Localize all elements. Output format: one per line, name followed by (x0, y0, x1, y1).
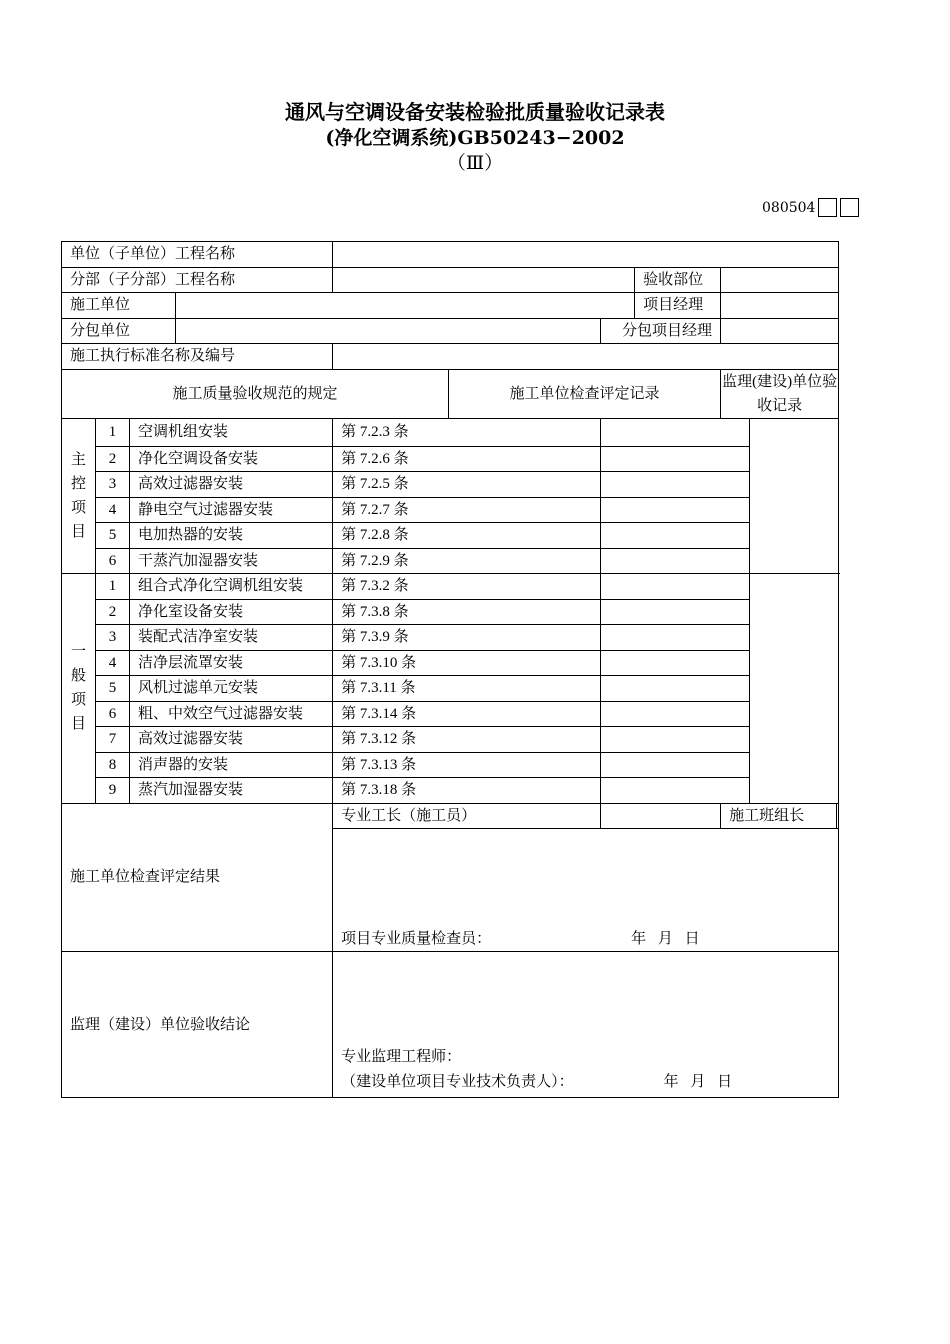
form-title: 通风与空调设备安装检验批质量验收记录表 (285, 100, 665, 124)
unit-record-field[interactable] (601, 778, 750, 804)
date-label-2: 年 月 日 (663, 1074, 733, 1090)
list-item-number: 6 (96, 701, 130, 727)
list-item-name: 净化空调设备安装 (130, 446, 333, 472)
unit-record-field[interactable] (601, 599, 750, 625)
list-item-number: 9 (96, 778, 130, 804)
quality-inspector-label: 项目专业质量检查员： (341, 931, 492, 947)
project-manager-label: 项目经理 (635, 293, 721, 319)
list-item-number: 5 (96, 523, 130, 549)
list-item-number: 4 (96, 650, 130, 676)
subcontract-manager-field[interactable] (721, 318, 839, 344)
unit-record-field[interactable] (601, 548, 750, 574)
list-item-clause: 第 7.2.8 条 (333, 523, 601, 549)
general-items-label: 一 般 项 目 (62, 574, 96, 804)
foreman-field[interactable] (601, 803, 721, 829)
list-item-clause: 第 7.3.14 条 (333, 701, 601, 727)
unit-record-field[interactable] (601, 650, 750, 676)
form-subtitle: (净化空调系统)GB50243−2002 (325, 127, 625, 149)
list-item-name: 空调机组安装 (130, 418, 333, 446)
form-code-number: 080504 (762, 199, 816, 216)
list-item-number: 8 (96, 752, 130, 778)
list-item-number: 4 (96, 497, 130, 523)
code-checkbox-1[interactable] (818, 198, 837, 217)
list-item-name: 组合式净化空调机组安装 (130, 574, 333, 600)
sub-project-name-field[interactable] (333, 267, 635, 293)
list-item-clause: 第 7.2.7 条 (333, 497, 601, 523)
list-item-name: 高效过滤器安装 (130, 472, 333, 498)
unit-record-field[interactable] (601, 472, 750, 498)
unit-record-field[interactable] (601, 497, 750, 523)
acceptance-part-label: 验收部位 (635, 267, 721, 293)
unit-record-field[interactable] (601, 574, 750, 600)
unit-result-label: 施工单位检查评定结果 (62, 803, 333, 952)
construction-unit-field[interactable] (176, 293, 635, 319)
unit-record-column-header: 施工单位检查评定记录 (449, 369, 721, 418)
list-item-name: 风机过滤单元安装 (130, 676, 333, 702)
unit-record-field[interactable] (601, 418, 750, 446)
list-item-name: 干蒸汽加湿器安装 (130, 548, 333, 574)
unit-record-field[interactable] (601, 523, 750, 549)
list-item-clause: 第 7.3.13 条 (333, 752, 601, 778)
list-item-clause: 第 7.3.11 条 (333, 676, 601, 702)
list-item-name: 高效过滤器安装 (130, 727, 333, 753)
owner-rep-label: （建设单位项目专业技术负责人）： (341, 1074, 574, 1090)
list-item-clause: 第 7.2.6 条 (333, 446, 601, 472)
supervision-conclusion-field[interactable] (333, 952, 839, 1098)
subcontract-manager-label: 分包项目经理 (601, 318, 721, 344)
foreman-label: 专业工长（施工员） (333, 803, 601, 829)
list-item-number: 1 (96, 574, 130, 600)
sub-project-name-label: 分部（子分部）工程名称 (62, 267, 333, 293)
inspection-table (61, 241, 839, 1098)
list-item-clause: 第 7.3.8 条 (333, 599, 601, 625)
list-item-number: 7 (96, 727, 130, 753)
list-item-number: 2 (96, 599, 130, 625)
team-leader-field[interactable] (836, 804, 838, 829)
form-code (762, 198, 859, 217)
list-item-number: 6 (96, 548, 130, 574)
construction-unit-label: 施工单位 (62, 293, 176, 319)
standard-name-field[interactable] (333, 344, 839, 370)
spec-column-header: 施工质量验收规范的规定 (62, 369, 449, 418)
main-items-label: 主 控 项 目 (62, 418, 96, 574)
subcontract-unit-field[interactable] (176, 318, 601, 344)
standard-name-label: 施工执行标准名称及编号 (62, 344, 333, 370)
project-manager-field[interactable] (721, 293, 839, 319)
general-supervision-field[interactable] (750, 574, 839, 804)
list-item-name: 消声器的安装 (130, 752, 333, 778)
form-volume: （Ⅲ） (446, 152, 504, 174)
unit-project-name-label: 单位（子单位）工程名称 (62, 242, 333, 268)
list-item-clause: 第 7.3.2 条 (333, 574, 601, 600)
unit-project-name-field[interactable] (333, 242, 839, 268)
main-supervision-field[interactable] (750, 418, 839, 574)
engineer-label: 专业监理工程师： (341, 1049, 462, 1065)
unit-record-field[interactable] (601, 701, 750, 727)
date-label-1: 年 月 日 (631, 931, 700, 947)
unit-record-field[interactable] (601, 676, 750, 702)
list-item-name: 粗、中效空气过滤器安装 (130, 701, 333, 727)
list-item-number: 2 (96, 446, 130, 472)
list-item-number: 3 (96, 472, 130, 498)
supervision-conclusion-label: 监理（建设）单位验收结论 (62, 952, 333, 1098)
unit-record-field[interactable] (601, 446, 750, 472)
list-item-name: 蒸汽加湿器安装 (130, 778, 333, 804)
list-item-clause: 第 7.2.5 条 (333, 472, 601, 498)
unit-record-field[interactable] (601, 625, 750, 651)
list-item-number: 5 (96, 676, 130, 702)
list-item-name: 净化室设备安装 (130, 599, 333, 625)
unit-record-field[interactable] (601, 752, 750, 778)
list-item-number: 1 (96, 418, 130, 446)
list-item-clause: 第 7.3.10 条 (333, 650, 601, 676)
list-item-clause: 第 7.2.3 条 (333, 418, 601, 446)
list-item-name: 洁净层流罩安装 (130, 650, 333, 676)
list-item-clause: 第 7.3.12 条 (333, 727, 601, 753)
team-leader-label: 施工班组长 (729, 807, 805, 824)
unit-record-field[interactable] (601, 727, 750, 753)
supervision-column-header: 监理(建设)单位验收记录 (721, 369, 839, 418)
list-item-name: 电加热器的安装 (130, 523, 333, 549)
subcontract-unit-label: 分包单位 (62, 318, 176, 344)
list-item-name: 装配式洁净室安装 (130, 625, 333, 651)
list-item-clause: 第 7.2.9 条 (333, 548, 601, 574)
list-item-clause: 第 7.3.18 条 (333, 778, 601, 804)
list-item-number: 3 (96, 625, 130, 651)
list-item-clause: 第 7.3.9 条 (333, 625, 601, 651)
acceptance-part-field[interactable] (721, 267, 839, 293)
list-item-name: 静电空气过滤器安装 (130, 497, 333, 523)
unit-result-field[interactable] (333, 829, 839, 952)
code-checkbox-2[interactable] (840, 198, 859, 217)
